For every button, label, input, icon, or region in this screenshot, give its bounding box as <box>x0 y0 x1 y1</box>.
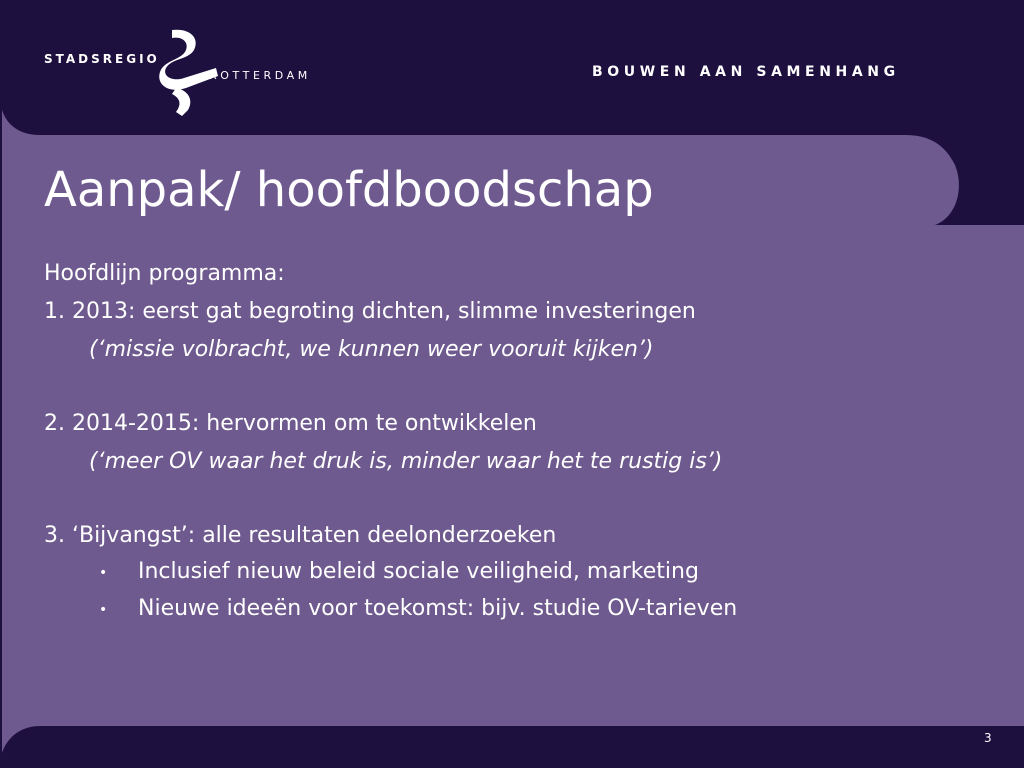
list-item-1: 1. 2013: eerst gat begroting dichten, slimme investeringen <box>44 299 696 324</box>
list-item-2: 2. 2014-2015: hervormen om te ontwikkelen <box>44 411 537 436</box>
logo <box>44 28 344 118</box>
list-item-3: 3. ‘Bijvangst’: alle resultaten deelonderzoeken <box>44 523 557 548</box>
footer-band <box>0 726 1024 768</box>
bullet-icon: • <box>99 602 108 618</box>
bullet-icon: • <box>99 565 108 581</box>
sub-bullet-1: Inclusief nieuw beleid sociale veiligheid, marketing <box>138 559 699 584</box>
list-item-1-note: (‘missie volbracht, we kunnen weer vooruit kijken’) <box>89 337 654 362</box>
slide-title: Aanpak/ hoofdboodschap <box>44 162 654 218</box>
logo-text-stadsregio: STADSREGIO <box>44 52 160 66</box>
sub-bullet-2: Nieuwe ideeën voor toekomst: bijv. studie OV-tarieven <box>138 596 738 621</box>
list-item-2-note: (‘meer OV waar het druk is, minder waar het te rustig is’) <box>89 449 723 474</box>
intro-text: Hoofdlijn programma: <box>44 261 285 286</box>
left-edge <box>0 0 2 768</box>
tagline: BOUWEN AAN SAMENHANG <box>592 64 900 80</box>
page-number: 3 <box>984 731 992 745</box>
logo-text-rotterdam: ROTTERDAM <box>209 69 311 82</box>
